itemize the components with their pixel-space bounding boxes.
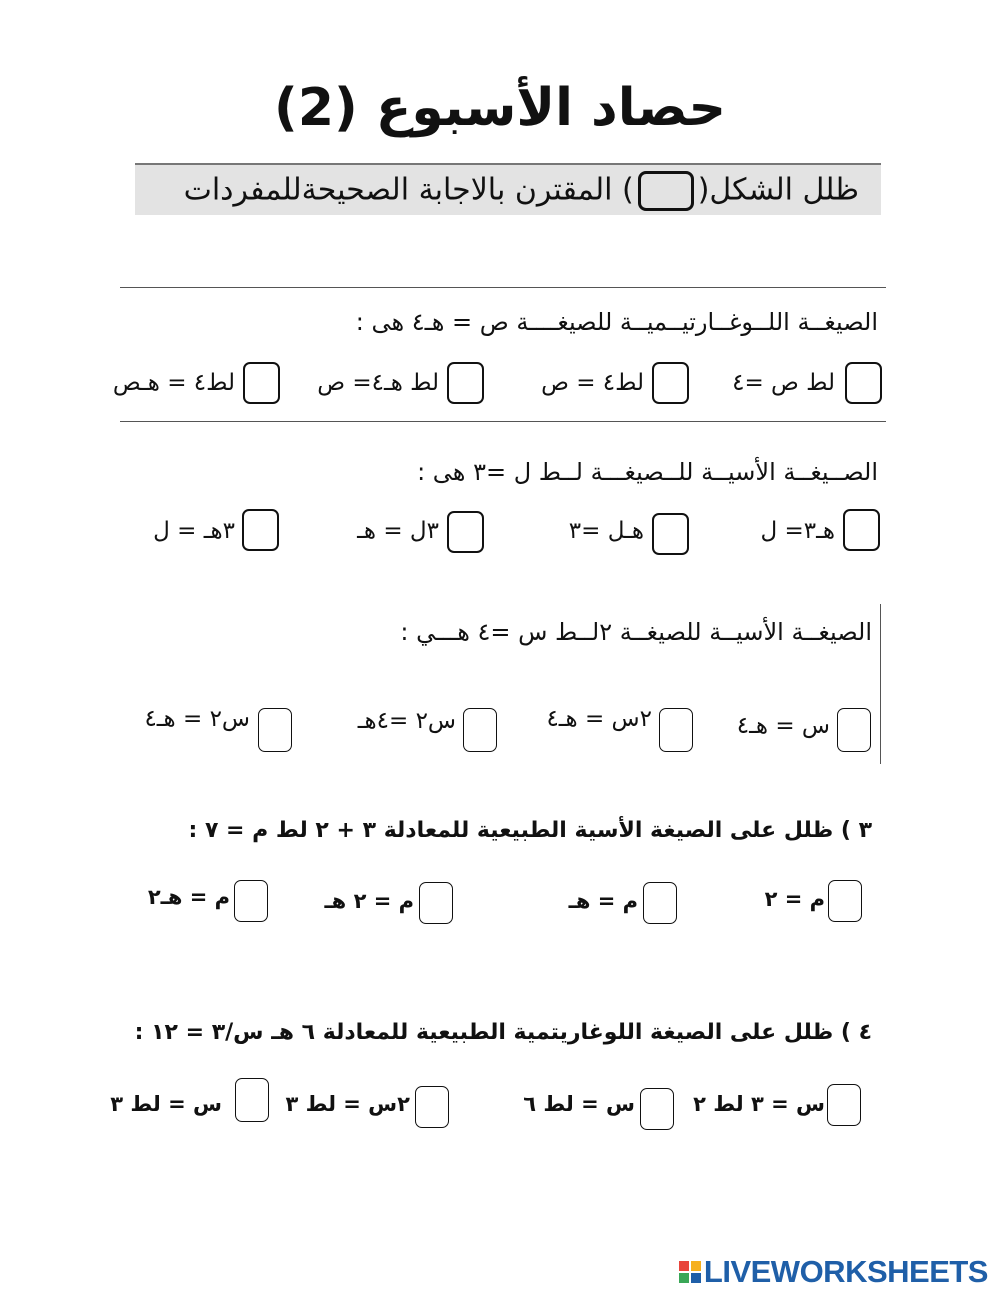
q1-option-3-label: لط هـ٤= ص <box>317 370 439 396</box>
q2-option-3-label: ٣ل = هـ <box>357 518 439 544</box>
q3-option-1-label: س = هـ٤ <box>736 713 830 739</box>
q4-option-3-box[interactable] <box>419 882 453 924</box>
instruction-before: ظلل الشكل( <box>697 172 859 208</box>
divider-middle <box>120 421 886 422</box>
liveworksheets-logo-icon <box>679 1261 701 1283</box>
q4-option-4-box[interactable] <box>234 880 268 922</box>
page-title: حصاد الأسبوع (2) <box>274 78 726 138</box>
q5-option-3-box[interactable] <box>415 1086 449 1128</box>
q4-option-1-box[interactable] <box>828 880 862 922</box>
q1-option-2-box[interactable] <box>652 362 689 404</box>
q3-option-4-label: س٢ = هـ٤ <box>144 706 250 732</box>
q5-option-2-label: س = لط ٦ <box>523 1092 635 1116</box>
sample-box-icon <box>638 171 694 211</box>
q1-option-4-box[interactable] <box>243 362 280 404</box>
q2-option-2-box[interactable] <box>652 513 689 555</box>
q2-option-1-box[interactable] <box>843 509 880 551</box>
q5-option-2-box[interactable] <box>640 1088 674 1130</box>
question-2-text: الصــيغــة الأسيــة للــصيغـــة لــط ل =٣ هى : <box>417 458 878 486</box>
q5-option-1-box[interactable] <box>827 1084 861 1126</box>
q4-option-3-label: م = ٢ هـ <box>324 889 414 913</box>
q4-option-1-label: م = ٢ <box>764 887 825 911</box>
q3-option-3-box[interactable] <box>463 708 497 752</box>
q2-option-2-label: هـل =٣ <box>568 518 644 544</box>
q3-option-2-box[interactable] <box>659 708 693 752</box>
liveworksheets-logo <box>679 1254 988 1290</box>
divider-top <box>120 287 886 288</box>
instruction-text <box>184 171 859 211</box>
question-5-text: ٤ ) ظلل على الصيغة اللوغاريتمية الطبيعية للمعادلة ٦ هـ س/٣ = ١٢ : <box>134 1020 872 1045</box>
q4-option-2-label: م = هـ <box>568 889 638 913</box>
q5-option-1-label: س = ٣ لط ٢ <box>693 1092 825 1116</box>
q5-option-4-box[interactable] <box>235 1078 269 1122</box>
question-3-text: الصيغــة الأسيــة للصيغــة ٢لــط س =٤ هـــي : <box>400 618 872 646</box>
liveworksheets-logo-text: LIVEWORKSHEETS <box>703 1254 988 1289</box>
q1-option-1-label: لط ص =٤ <box>732 370 835 396</box>
q5-option-4-label: س = لط ٣ <box>110 1092 222 1116</box>
q1-option-4-label: لط٤ = هـص <box>112 370 235 396</box>
section-border <box>880 604 881 764</box>
q1-option-3-box[interactable] <box>447 362 484 404</box>
q2-option-1-label: هـ٣= ل <box>760 518 835 544</box>
question-4-text: ٣ ) ظلل على الصيغة الأسية الطبيعية للمعادلة ٣ + ٢ لط م = ٧ : <box>188 818 872 843</box>
q3-option-2-label: ٢س = هـ٤ <box>546 706 652 732</box>
instruction-banner <box>135 163 881 215</box>
q2-option-4-label: ٣هـ = ل <box>153 518 235 544</box>
q1-option-1-box[interactable] <box>845 362 882 404</box>
q2-option-4-box[interactable] <box>242 509 279 551</box>
q5-option-3-label: ٢س = لط ٣ <box>285 1092 410 1116</box>
q4-option-2-box[interactable] <box>643 882 677 924</box>
q3-option-1-box[interactable] <box>837 708 871 752</box>
instruction-after: ) المقترن بالاجابة الصحيحةللمفردات <box>183 172 634 208</box>
q1-option-2-label: لط٤ = ص <box>541 370 644 396</box>
q3-option-4-box[interactable] <box>258 708 292 752</box>
q2-option-3-box[interactable] <box>447 511 484 553</box>
question-1-text: الصيغــة اللــوغــارتيــميــة للصيغــــة ص = هـ٤ هى : <box>355 308 878 336</box>
q3-option-3-label: س٢ =٤هـ <box>357 708 456 734</box>
q4-option-4-label: م = هـ٢ <box>147 885 230 909</box>
